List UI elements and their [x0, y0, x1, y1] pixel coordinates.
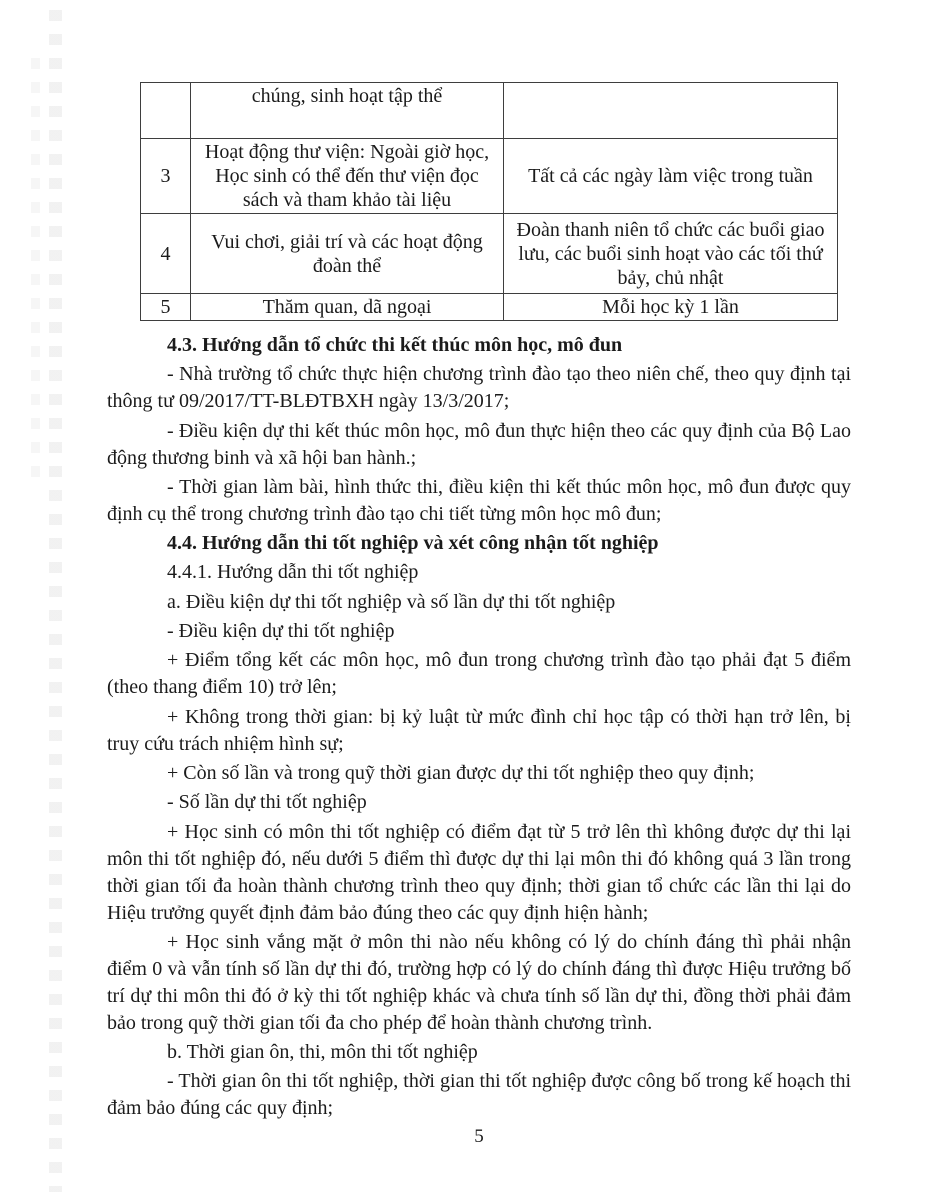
cell-activity: Vui chơi, giải trí và các hoạt động đoàn thể [191, 214, 504, 294]
cell-activity: Thăm quan, dã ngoại [191, 294, 504, 321]
paragraph: - Điều kiện dự thi kết thúc môn học, mô đun thực hiện theo các quy định của Bộ Lao động thương binh và xã hội ban hành.; [107, 419, 851, 469]
section-heading-4-4: 4.4. Hướng dẫn thi tốt nghiệp và xét công nhận tốt nghiệp [167, 532, 659, 555]
table-row [141, 294, 838, 321]
document-body [107, 332, 851, 1125]
cell-activity: Hoạt động thư viện: Ngoài giờ học, Học sinh có thể đến thư viện đọc sách và tham khảo tài liệu [191, 139, 504, 214]
section-heading-4-3: 4.3. Hướng dẫn tổ chức thi kết thúc môn học, mô đun [167, 334, 623, 356]
cell-time: Đoàn thanh niên tổ chức các buổi giao lưu, các buổi sinh hoạt vào các tối thứ bảy, chủ nhật [504, 214, 838, 294]
activity-schedule-table [140, 82, 838, 321]
table-row-continuation [141, 83, 838, 139]
paragraph: - Số lần dự thi tốt nghiệp [167, 791, 367, 814]
cell-stt: 4 [141, 214, 191, 294]
subsection-heading-4-4-1: 4.4.1. Hướng dẫn thi tốt nghiệp [167, 561, 419, 584]
scan-artifact-dashes-right [49, 10, 62, 1192]
cell-time: Tất cả các ngày làm việc trong tuần [504, 139, 838, 214]
paragraph: + Còn số lần và trong quỹ thời gian được dự thi tốt nghiệp theo quy định; [167, 761, 755, 784]
cell-activity: chúng, sinh hoạt tập thể [191, 83, 504, 139]
table-row [141, 214, 838, 294]
paragraph: a. Điều kiện dự thi tốt nghiệp và số lần dự thi tốt nghiệp [167, 590, 616, 613]
cell-time [504, 83, 838, 139]
paragraph: + Học sinh vắng mặt ở môn thi nào nếu không có lý do chính đáng thì phải nhận điểm 0 và vẫn tính số lần dự thi đó, trường hợp có lý do chính đáng thì được Hiệu trưởng bố trí dự thi môn thi đó ở kỳ thi tốt nghiệp khác và chưa tính số lần dự thi, đồng thời phải đảm bảo trong quỹ thời gian tối đa cho phép để hoàn thành chương trình. [107, 930, 851, 1034]
cell-stt: 3 [141, 139, 191, 214]
scan-artifact-dashes-left [31, 58, 40, 478]
paragraph: - Điều kiện dự thi tốt nghiệp [167, 620, 395, 643]
paragraph: + Điểm tổng kết các môn học, mô đun trong chương trình đào tạo phải đạt 5 điểm (theo thang điểm 10) trở lên; [107, 649, 851, 699]
cell-time: Mỗi học kỳ 1 lần [504, 294, 838, 321]
paragraph: + Không trong thời gian: bị kỷ luật từ mức đình chỉ học tập có thời hạn trở lên, bị truy cứu trách nhiệm hình sự; [107, 705, 851, 755]
paragraph: - Thời gian ôn thi tốt nghiệp, thời gian thi tốt nghiệp được công bố trong kế hoạch thi đảm bảo đúng các quy định; [107, 1070, 851, 1120]
paragraph: + Học sinh có môn thi tốt nghiệp có điểm đạt từ 5 trở lên thì không được dự thi lại môn thi tốt nghiệp đó, nếu dưới 5 điểm thì được dự thi lại môn thi đó không quá 3 lần trong thời gian tối đa hoàn thành chương trình theo quy định; thời gian tổ chức các lần thi lại do Hiệu trưởng quyết định đảm bảo đúng theo các quy định hiện hành; [107, 820, 851, 924]
paragraph: - Thời gian làm bài, hình thức thi, điều kiện thi kết thúc môn học, mô đun được quy định cụ thể trong chương trình đào tạo chi tiết từng môn học mô đun; [107, 475, 851, 525]
paragraph: b. Thời gian ôn, thi, môn thi tốt nghiệp [167, 1041, 478, 1064]
paragraph: - Nhà trường tổ chức thực hiện chương trình đào tạo theo niên chế, theo quy định tại thông tư 09/2017/TT-BLĐTBXH ngày 13/3/2017; [107, 363, 851, 413]
table-row [141, 139, 838, 214]
cell-stt: 5 [141, 294, 191, 321]
page-number: 5 [474, 1126, 484, 1147]
cell-stt [141, 83, 191, 139]
